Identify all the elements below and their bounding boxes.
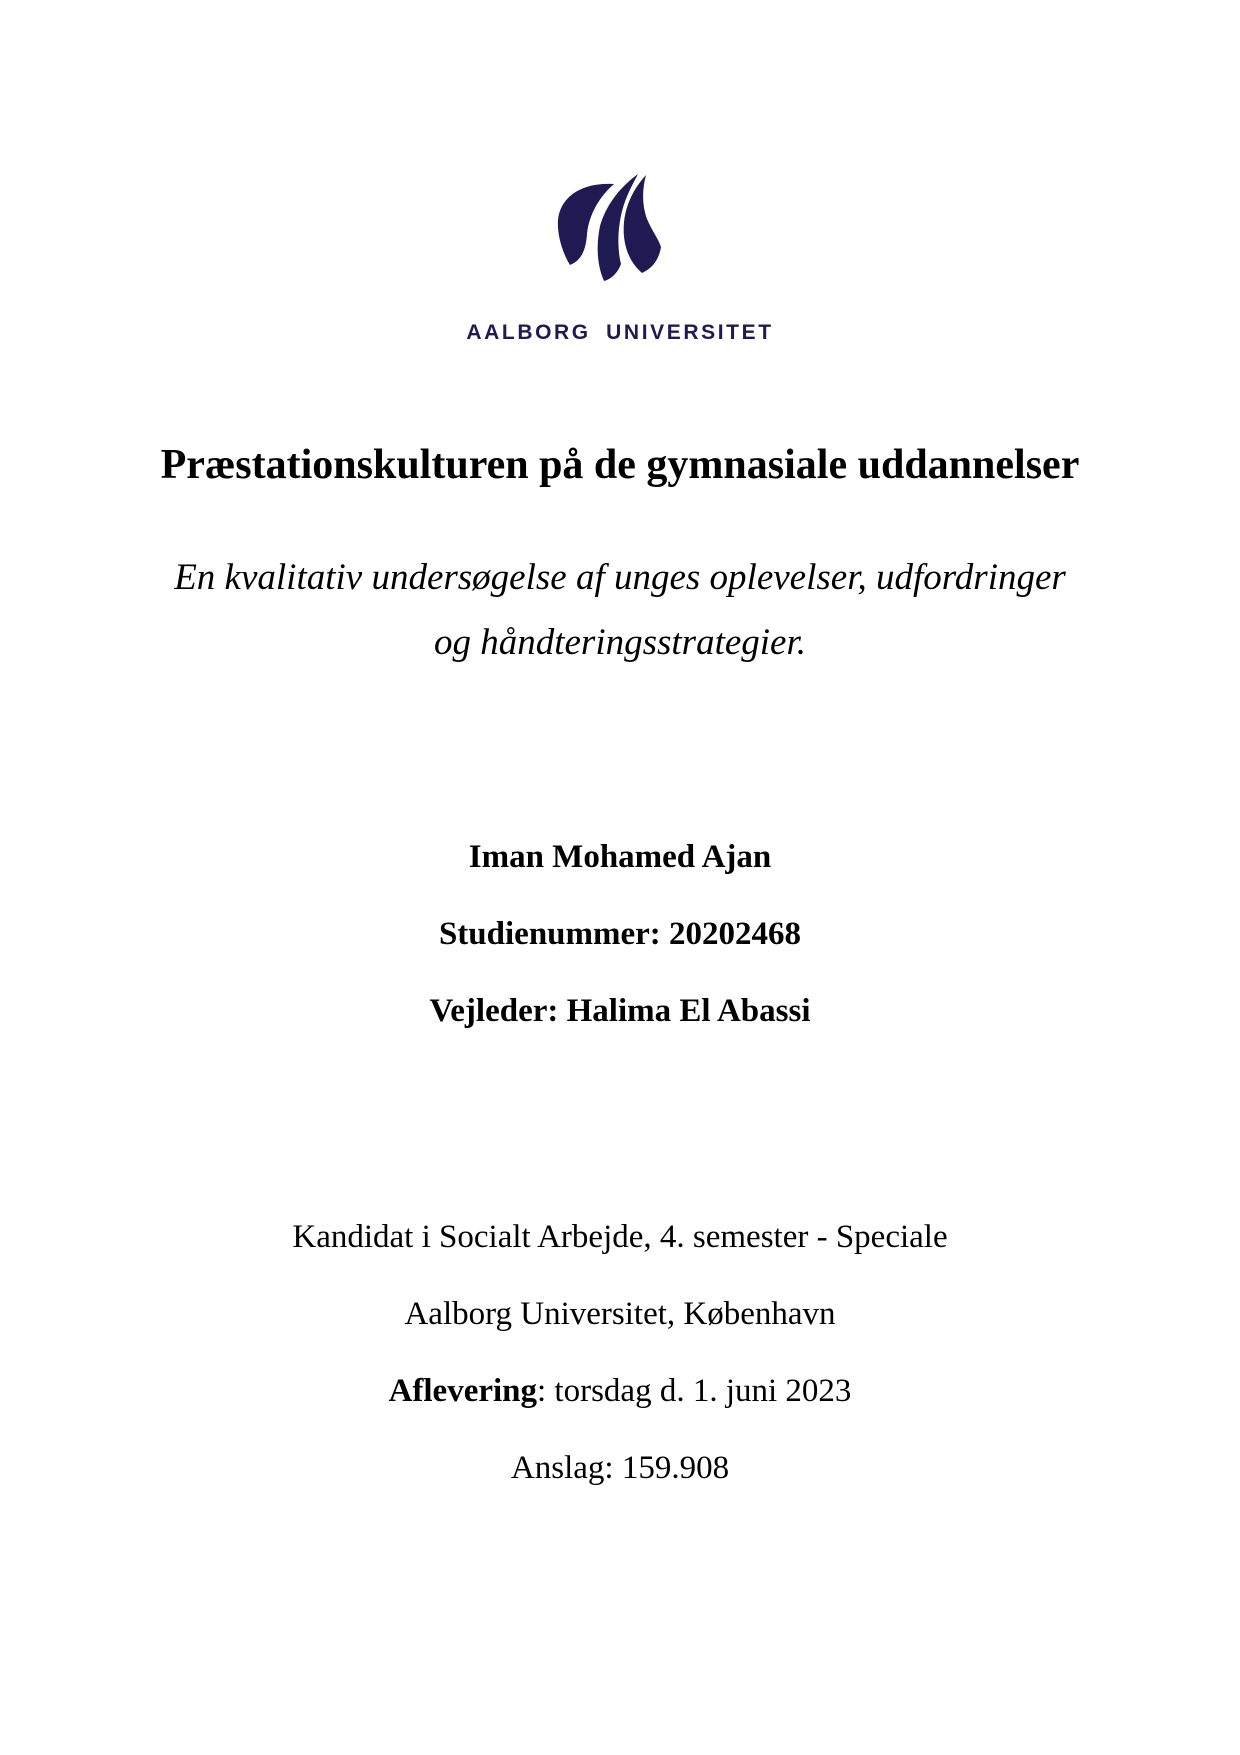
page-subtitle bbox=[0, 545, 1240, 675]
student-number: Studienummer: 20202468 bbox=[438, 916, 802, 952]
subtitle-line-2: og håndteringsstrategier. bbox=[433, 622, 807, 663]
university-wordmark: AALBORG UNIVERSITET bbox=[466, 321, 774, 344]
page-title: Præstationskulturen på de gymnasiale uddannelser bbox=[160, 442, 1080, 488]
submission-date: : torsdag d. 1. juni 2023 bbox=[537, 1373, 852, 1409]
submission-details-block bbox=[0, 1199, 1240, 1507]
submission-line bbox=[0, 1353, 1240, 1430]
author-name: Iman Mohamed Ajan bbox=[468, 839, 772, 875]
subtitle-line-1: En kvalitativ undersøgelse af unges oplevelser, udfordringer bbox=[174, 557, 1066, 598]
submission-label: Aflevering bbox=[388, 1373, 538, 1409]
author-block bbox=[0, 819, 1240, 1050]
character-count-line: Anslag: 159.908 bbox=[510, 1450, 730, 1486]
institution-line: Aalborg Universitet, København bbox=[404, 1296, 836, 1332]
supervisor: Vejleder: Halima El Abassi bbox=[429, 993, 811, 1029]
program-line: Kandidat i Socialt Arbejde, 4. semester - Speciale bbox=[292, 1219, 948, 1255]
aau-logo-icon bbox=[556, 174, 662, 282]
